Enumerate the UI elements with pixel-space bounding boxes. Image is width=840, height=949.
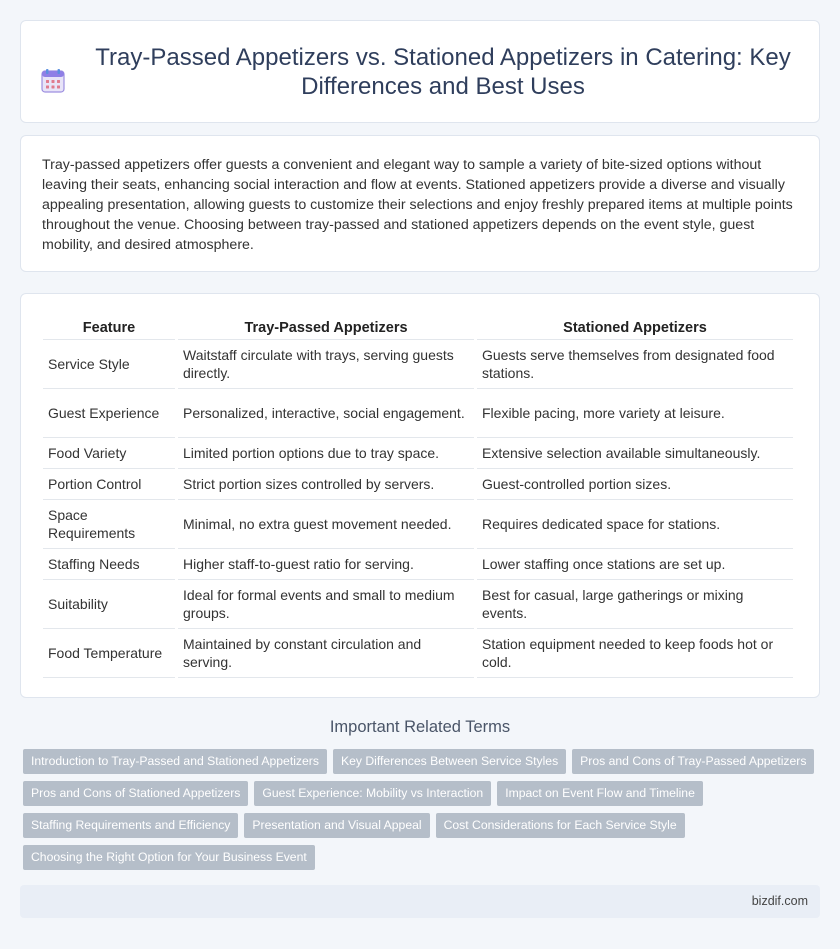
table-row	[43, 629, 793, 678]
related-terms-title: Important Related Terms	[329, 718, 511, 736]
table-cell: Limited portion options due to tray space.	[178, 438, 474, 469]
table-cell: Guests serve themselves from designated food stations.	[477, 340, 793, 389]
table-cell: Flexible pacing, more variety at leisure.	[477, 389, 793, 438]
comparison-card	[20, 293, 820, 698]
page-title: Tray-Passed Appetizers vs. Stationed Appetizers in Catering: Key Differences and Best Uses	[95, 43, 791, 100]
table-cell: Portion Control	[43, 469, 175, 500]
column-header: Feature	[43, 316, 175, 340]
table-cell: Space Requirements	[43, 500, 175, 549]
table-row	[43, 500, 793, 549]
comparison-table	[40, 316, 796, 678]
table-cell: Best for casual, large gatherings or mixing events.	[477, 580, 793, 629]
related-term-tag[interactable]: Staffing Requirements and Efficiency	[23, 813, 238, 838]
table-cell: Suitability	[43, 580, 175, 629]
table-header-row	[43, 316, 793, 340]
table-cell: Lower staffing once stations are set up.	[477, 549, 793, 580]
related-term-tag[interactable]: Key Differences Between Service Styles	[333, 749, 566, 774]
header-card	[20, 20, 820, 123]
table-cell: Guest Experience	[43, 389, 175, 438]
footer-brand-link[interactable]: bizdif.com	[751, 894, 808, 908]
table-cell: Service Style	[43, 340, 175, 389]
table-row	[43, 340, 793, 389]
related-term-tag[interactable]: Pros and Cons of Tray-Passed Appetizers	[572, 749, 814, 774]
table-row	[43, 438, 793, 469]
table-cell: Maintained by constant circulation and serving.	[178, 629, 474, 678]
table-cell: Personalized, interactive, social engagement.	[178, 389, 474, 438]
related-term-tag[interactable]: Introduction to Tray-Passed and Stationed Appetizers	[23, 749, 327, 774]
table-row	[43, 389, 793, 438]
related-term-tag[interactable]: Impact on Event Flow and Timeline	[497, 781, 703, 806]
table-cell: Guest-controlled portion sizes.	[477, 469, 793, 500]
related-terms-list	[20, 749, 820, 877]
table-cell: Station equipment needed to keep foods hot or cold.	[477, 629, 793, 678]
related-term-tag[interactable]: Guest Experience: Mobility vs Interaction	[254, 781, 491, 806]
table-cell: Food Temperature	[43, 629, 175, 678]
table-row	[43, 469, 793, 500]
column-header: Tray-Passed Appetizers	[178, 316, 474, 340]
footer-bar	[20, 885, 820, 918]
table-row	[43, 549, 793, 580]
related-term-tag[interactable]: Choosing the Right Option for Your Business Event	[23, 845, 315, 870]
related-term-tag[interactable]: Cost Considerations for Each Service Style	[436, 813, 685, 838]
table-cell: Food Variety	[43, 438, 175, 469]
table-cell: Staffing Needs	[43, 549, 175, 580]
column-header: Stationed Appetizers	[477, 316, 793, 340]
related-term-tag[interactable]: Pros and Cons of Stationed Appetizers	[23, 781, 248, 806]
table-cell: Ideal for formal events and small to medium groups.	[178, 580, 474, 629]
table-cell: Waitstaff circulate with trays, serving guests directly.	[178, 340, 474, 389]
intro-card	[20, 135, 820, 272]
table-cell: Higher staff-to-guest ratio for serving.	[178, 549, 474, 580]
table-cell: Strict portion sizes controlled by servers.	[178, 469, 474, 500]
table-row	[43, 580, 793, 629]
table-cell: Minimal, no extra guest movement needed.	[178, 500, 474, 549]
related-term-tag[interactable]: Presentation and Visual Appeal	[244, 813, 429, 838]
calendar-icon	[40, 68, 66, 94]
intro-text: Tray-passed appetizers offer guests a convenient and elegant way to sample a variety of bite-sized options without leaving their seats, enhancing social interaction and flow at events. Stationed appetizers provide a diverse and visually appealing presentation, allowing guests to customize their selections and enjoy freshly prepared items at multiple points throughout the venue. Choosing between tray-passed and stationed appetizers depends on the event style, guest mobility, and desired atmosphere.	[42, 157, 793, 253]
table-cell: Requires dedicated space for stations.	[477, 500, 793, 549]
table-cell: Extensive selection available simultaneously.	[477, 438, 793, 469]
